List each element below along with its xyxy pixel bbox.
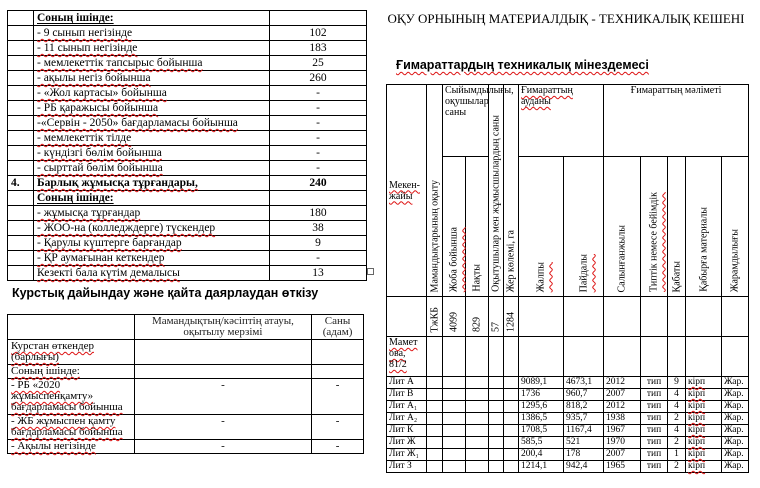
building-name: Лит В [387,389,427,401]
courses-section-title: Курстық дайындау және қайта даярлаудан өткізу [12,286,319,300]
stats-row [8,221,367,236]
building-floors: 4 [668,401,686,413]
stats-number: 4. [8,176,34,191]
stats-value: 102 [270,26,367,41]
stats-value: - [270,251,367,266]
header-location: Мекен-жайы [387,85,427,297]
building-floors: 4 [668,425,686,437]
stats-label: Соның ішінде: [34,11,270,26]
building-condition: Жар. [722,401,749,413]
stats-label: Барлық жұмысқа тұрғандары, [34,176,270,191]
header-total: Жалпы [519,157,564,297]
building-empty-cell [504,425,519,437]
stats-row [8,236,367,251]
stats-row [8,191,367,206]
building-condition: Жар. [722,377,749,389]
building-empty-cell [489,461,504,473]
stats-value: - [270,86,367,101]
building-type: тип [641,401,668,413]
building-name: Лит А₂ [387,413,427,425]
building-total-area: 1295,6 [519,401,564,413]
building-empty-cell [504,377,519,389]
building-total-area: 1386,5 [519,413,564,425]
stats-label: Соның ішінде: [34,191,270,206]
courses-cell: - [312,415,364,440]
building-empty-cell [466,425,489,437]
summary-cell [686,297,722,337]
building-empty-cell [504,449,519,461]
building-specs-table [386,84,749,473]
stats-number [8,131,34,146]
building-year: 1965 [604,461,641,473]
summary-cell [604,297,641,337]
building-empty-cell [466,413,489,425]
building-floors: 4 [668,389,686,401]
building-row [387,377,749,389]
stats-row [8,26,367,41]
building-walls: кірп [686,461,722,473]
stats-label: - мемлекеттік тапсырыс бойынша [34,56,270,71]
stats-row [8,176,367,191]
stats-value: - [270,101,367,116]
header-walls: Қабырға материалы [686,157,722,297]
summary-area: 1284 [504,297,519,337]
header-area: Жер көлемі, га [504,85,519,297]
building-year: 1970 [604,437,641,449]
building-empty-cell [443,377,466,389]
building-total-area: 585,5 [519,437,564,449]
building-walls: кірп [686,425,722,437]
building-type: тип [641,425,668,437]
stats-value: - [270,131,367,146]
building-empty-cell [489,425,504,437]
building-empty-cell [427,461,443,473]
building-empty-cell [443,461,466,473]
stats-row [8,86,367,101]
courses-cell [134,340,311,365]
graduate-stats-table [7,10,367,281]
header-info-group: Ғимараттың мәліметі [604,85,749,157]
document-subtitle: Ғимараттардың техникалық мінездемесі [396,58,649,72]
building-empty-cell [443,425,466,437]
stats-row [8,206,367,221]
building-empty-cell [466,437,489,449]
courses-header-cell [8,315,135,340]
summary-cell [564,297,604,337]
building-type: тип [641,377,668,389]
stats-row [8,71,367,86]
building-useful-area: 1167,4 [564,425,604,437]
building-empty-cell [466,449,489,461]
stats-number [8,11,34,26]
stats-number [8,236,34,251]
summary-cell [668,297,686,337]
stats-label: - РБ қаражысы бойынша [34,101,270,116]
building-summary-row [387,297,749,337]
stats-value: 260 [270,71,367,86]
summary-by-project: 4099 [443,297,466,337]
stats-value: 180 [270,206,367,221]
header-useful: Пайдалы [564,157,604,297]
building-year: 2007 [604,449,641,461]
building-rows [387,377,749,473]
building-condition: Жар. [722,449,749,461]
stats-value: 183 [270,41,367,56]
building-empty-cell [443,401,466,413]
summary-teachers: 57 [489,297,504,337]
courses-header-row [8,315,364,340]
courses-row [8,415,364,440]
stats-value: 9 [270,236,367,251]
stats-row [8,56,367,71]
courses-cell: - [312,440,364,454]
stats-label: - 9 сынып негізінде [34,26,270,41]
courses-cell: - Ақылы негізінде [8,440,135,454]
building-type: тип [641,449,668,461]
building-name: Лит А₁ [387,401,427,413]
header-building-area-group: Ғимараттың ауданы [519,85,604,157]
building-condition: Жар. [722,425,749,437]
header-by-project: Жоба бойынша [443,157,466,297]
courses-cell: Соның ішінде: [8,365,135,379]
building-year: 2007 [604,389,641,401]
stats-number [8,191,34,206]
building-empty-cell [443,437,466,449]
building-empty-cell [443,449,466,461]
stats-number [8,101,34,116]
building-floors: 9 [668,377,686,389]
stats-label: - ЖОО-на (колледждерге) түскендер [34,221,270,236]
building-useful-area: 935,7 [564,413,604,425]
building-type: тип [641,389,668,401]
stats-label: - күндізгі бөлім бойынша [34,146,270,161]
building-row [387,449,749,461]
building-walls: кірп [686,437,722,449]
stats-number [8,56,34,71]
header-type: Типтік немесе бейімдік [641,157,668,297]
stats-row [8,251,367,266]
building-condition: Жар. [722,389,749,401]
stats-row [8,101,367,116]
building-row [387,461,749,473]
building-total-area: 1214,1 [519,461,564,473]
stats-number [8,26,34,41]
building-floors: 2 [668,437,686,449]
building-walls: кірп [686,413,722,425]
header-floors: Қабаты [668,157,686,297]
courses-cell: - РБ «2020 жұмыспенқамту» бағдарламасы бойынша [8,379,135,415]
building-empty-cell [489,401,504,413]
courses-cell [134,365,311,379]
stats-label: - 11 сынып негізінде [34,41,270,56]
building-empty-cell [489,437,504,449]
stats-row [8,161,367,176]
stats-value: 25 [270,56,367,71]
building-row [387,413,749,425]
courses-cell [312,365,364,379]
building-total-area: 200,4 [519,449,564,461]
building-useful-area: 521 [564,437,604,449]
stats-number [8,116,34,131]
building-row [387,437,749,449]
summary-cell [641,297,668,337]
building-empty-cell [489,449,504,461]
summary-cell [519,297,564,337]
building-condition: Жар. [722,461,749,473]
building-name: Лит Ж₁ [387,449,427,461]
summary-specialty: ТжКБ [427,297,443,337]
building-total-area: 1708,5 [519,425,564,437]
stats-value: - [270,161,367,176]
header-condition: Жарамдылығы [722,157,749,297]
building-empty-cell [427,401,443,413]
courses-cell: - ЖБ жұмыспен қамту бағдарламасы бойынша [8,415,135,440]
building-empty-cell [504,413,519,425]
building-name: Лит З [387,461,427,473]
stats-label: - жұмысқа тұрғандар [34,206,270,221]
stats-row [8,41,367,56]
courses-header-cell: Мамандықтың/кәсіптің атауы, оқытылу мерзімі [134,315,311,340]
address-cell: Мамет ова, 81/2 [387,337,427,377]
building-total-area: 1736 [519,389,564,401]
building-condition: Жар. [722,437,749,449]
header-places-group: Сыйымдылығы, оқушылар саны [443,85,489,157]
stats-number [8,41,34,56]
building-walls: кірп [686,401,722,413]
building-walls: кірп [686,389,722,401]
stats-number [8,86,34,101]
stats-number [8,251,34,266]
stats-row [8,266,367,281]
building-empty-cell [427,389,443,401]
courses-cell: - [134,440,311,454]
stats-number [8,71,34,86]
building-year: 2012 [604,377,641,389]
stats-label: - мемлекеттік тілде [34,131,270,146]
building-useful-area: 818,2 [564,401,604,413]
building-empty-cell [489,389,504,401]
building-name: Лит А [387,377,427,389]
building-floors: 2 [668,413,686,425]
stats-value: - [270,146,367,161]
graduate-stats-body [8,11,367,281]
stats-label: Кезекті бала күтім демалысы [34,266,270,281]
building-walls: кірп [686,449,722,461]
header-teachers: Оқытушылар мен жұмысшылардың саны [489,85,504,297]
building-row [387,389,749,401]
building-type: тип [641,437,668,449]
stats-label: - ақылы негіз бойынша [34,71,270,86]
building-empty-cell [443,389,466,401]
building-type: тип [641,413,668,425]
stats-value: 38 [270,221,367,236]
building-year: 1967 [604,425,641,437]
building-empty-cell [504,389,519,401]
stats-value [270,191,367,206]
stats-value: 13 [270,266,367,281]
building-year: 2012 [604,401,641,413]
courses-cell: - [134,379,311,415]
courses-cell: - [134,415,311,440]
building-empty-cell [427,377,443,389]
courses-row [8,340,364,365]
anchor-marker [367,268,374,275]
header-specialty: Мамандықтарының оқыту [427,85,443,297]
building-useful-area: 4673,1 [564,377,604,389]
stats-row [8,131,367,146]
stats-label: -«Сервін - 2050» бағдарламасы бойынша [34,116,270,131]
building-row [387,425,749,437]
building-year: 1938 [604,413,641,425]
building-empty-cell [466,377,489,389]
stats-row [8,116,367,131]
building-floors: 1 [668,449,686,461]
stats-label: - Қарулы күштерге барғандар [34,236,270,251]
building-floors: 2 [668,461,686,473]
stats-label: - ҚР аумағынан кеткендер [34,251,270,266]
summary-actual: 829 [466,297,489,337]
building-empty-cell [443,413,466,425]
building-name: Лит К [387,425,427,437]
building-header-row-1 [387,85,749,157]
building-empty-cell [504,437,519,449]
courses-body [8,340,364,454]
building-empty-cell [427,449,443,461]
stats-row [8,11,367,26]
summary-cell [722,297,749,337]
building-row [387,401,749,413]
stats-label: - «Жол картасы» бойынша [34,86,270,101]
stats-value: 240 [270,176,367,191]
document-title: ОҚУ ОРНЫНЫҢ МАТЕРИАЛДЫҚ - ТЕХНИКАЛЫҚ КЕШЕНІ [387,11,745,26]
building-empty-cell [489,377,504,389]
building-useful-area: 178 [564,449,604,461]
building-total-area: 9089,1 [519,377,564,389]
stats-value: - [270,116,367,131]
courses-table [7,314,364,454]
building-address-row [387,337,749,377]
courses-cell: - [312,379,364,415]
building-empty-cell [466,461,489,473]
building-empty-cell [504,461,519,473]
courses-row [8,440,364,454]
stats-number [8,146,34,161]
building-useful-area: 942,4 [564,461,604,473]
courses-cell: Курстан өткендер (барлығы) [8,340,135,365]
courses-cell [312,340,364,365]
stats-number [8,206,34,221]
building-empty-cell [489,413,504,425]
stats-row [8,146,367,161]
building-empty-cell [466,401,489,413]
building-empty-cell [427,437,443,449]
building-empty-cell [427,413,443,425]
stats-value [270,11,367,26]
building-walls: кірп [686,377,722,389]
courses-row [8,379,364,415]
building-name: Лит Ж [387,437,427,449]
building-condition: Жар. [722,413,749,425]
stats-number [8,161,34,176]
stats-number [8,221,34,236]
building-empty-cell [466,389,489,401]
stats-number [8,266,34,281]
courses-row [8,365,364,379]
building-type: тип [641,461,668,473]
building-empty-cell [427,425,443,437]
building-useful-area: 960,7 [564,389,604,401]
building-empty-cell [504,401,519,413]
courses-header-cell: Саны (адам) [312,315,364,340]
stats-label: - сырттай бөлім бойынша [34,161,270,176]
header-year: Салынғанжылы [604,157,641,297]
header-actual: Нақты [466,157,489,297]
summary-cell [387,297,427,337]
